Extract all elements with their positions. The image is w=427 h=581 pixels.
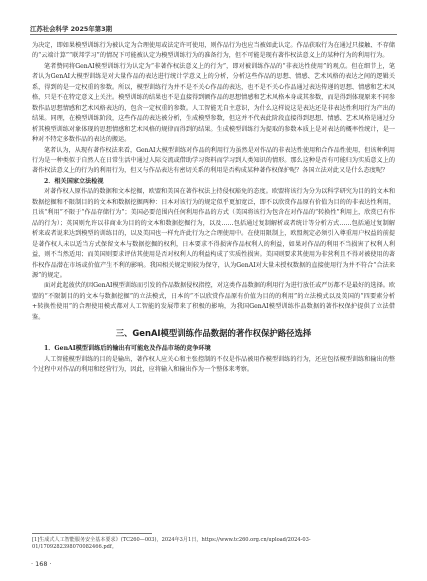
header-rule	[30, 34, 397, 35]
page-number: · 168 ·	[31, 560, 52, 568]
footnote: [1]生成式人工智能服务安全基本要求》(TC260—003)，2024年3月1日，https://www.tc260.org.cn/upload/2024-03-01/1709282398070082466.pdf。	[32, 537, 311, 551]
article-body	[32, 41, 395, 376]
paragraph: 笔者认为，从现有著作权法来看，GenAI大模型训练对作品的利用行为虽然是对作品的非表达性使用和合作品性使用，但该种利用行为是一种类似于自然人在日常生活中通过人际交流或借助学习资料而学习到人类知识的情形。那么这种是否有可能归为实质意义上的著作权法意义上的行为的利用行为，但又与作品表达有密切关系的利用是否构成某种著作权保护呢？各国立法对此又是什么态度呢？	[32, 146, 395, 175]
subsection-heading: 2．相关国家立法检视	[44, 177, 104, 185]
journal-header: 江苏社会科学 2025年第3期	[30, 25, 112, 33]
section-title: 三、GenAI模型训练作品数据的著作权保护路径选择	[115, 328, 312, 339]
subsection-heading: 1．GenAI模型训练后的输出有可能危及作品市场的竞争环境	[44, 345, 211, 353]
footnote-rule	[32, 533, 152, 534]
paragraph: 对著作权人原作品的数据和文本挖掘，欧盟和美国在著作权法上持侵权豁免的态度。欧盟将该行为分为以科学研究为目的的文本和数据挖掘和不限制目的的文本和数据挖掘两种：日本对该行为的规定似乎更加宽泛，即不以欣赏作品原有价值为目的的非表达性利用，且该“利用”不限于“作品存储行为”；美国必要范围内任何利用作品的方式（美国将该行为包含在对作品的“转换性”利用上，欣赏已有作品的行为）；英国则允许以非商业为目的的文本和数据挖掘行为，以及……包括通过复制解析或者统计等分析方式……包括通过复制解析来或者说来达到模型的训练目的，以及美国也一样允许此行为之合理使用中。在使用限制上，欧盟规定必须引入尊重用户权益的前提是著作权人未以适当方式保留文本与数据挖掘的权利，日本要求不得损害作品权利人的利益，如果对作品的利用不当损害了权利人利益，则不当然适用；而美国则要求评估其使用是否对权利人的利益构成了实质性损害。美国则要求其使用为非营利且不得对被使用的著作权作品潜在市场或价值产生不利的影响。我国相关规定则较为保守，认为GenAI对大量未授权数据的直接使用行为并不符合“合法来源”的规定。	[32, 188, 395, 279]
paragraph: 笔者赞同将GenAI模型训练行为认定为“非著作权法意义上的行为”，即对被训练作品的“非表达性使用”的观点。但在细节上，笔者认为GenAI大模型训练是对大量作品的表达进行统计学意义上的分析，分析这些作品的思想、情感、艺术风格的表达之间的逻辑关系，得到的是一定权重的参数。所以，模型训练行为并不是不关心作品的表达，也不是不关心作品通过表达传递的思想、情感和艺术风格，只是不在特定意义上关注。模型训练的结果也不是直接得到额作品的思想情感和艺术风格本身或其参数，而是得到体现原来不同参数作品思想情感和艺术风格表达的，包含一定权重的参数。人工智能无自主意识，为什么这样说这是表达还是非表达性利用行为产出的结果。同理，在模型训练阶段，这些作品的表达被分析，生成模型参数，但这并不代表此阶段直接得到思想、情感、艺术风格是通过分析其模型训练对象体现的思想情感和艺术风格的规律而得到的结果。生成模型训练行为提取的参数本质上是对表达的概率性统计，是一种对不特定多数作品的表达的搬运。	[32, 62, 395, 144]
paragraph: 为决定，即如果模型训练行为被认定为合理使用或法定许可使用，则作品行为也应当被如此认定。作品获取行为在通过只接触、不存储的“云端计算”“联邦学习”的情况下可能被认定为模型训练行为的准备行为，但不可能是现有著作权法意义上的某种行为的利用行为。	[32, 42, 395, 60]
paragraph: 面对此起彼伏的因GenAI模型训练而引发的作品数据侵权指控，对这类作品数据的利用行为进行放任或严厉都不是最好的选择。欧盟的“不限制目的的文本与数据挖掘”的立法模式，日本的“不以欣赏作品原有价值为目的的利用”的立法模式以及美国的“四要素分析+转换性使用”的合理使用模式都对人工智能的发展带来了积极的影响，为我国GenAI模型训练作品数据的著作权保护提供了立法借鉴。	[32, 282, 395, 321]
paragraph: 人工智能模型训练的目的是输出，著作权人应关心和主张控制的不仅是作品被用作模型训练的行为，还应包括模型训练和输出的整个过程中对作品的利用和经营行为，因此，应将输入和输出作为一个整体来考察。	[32, 355, 395, 374]
